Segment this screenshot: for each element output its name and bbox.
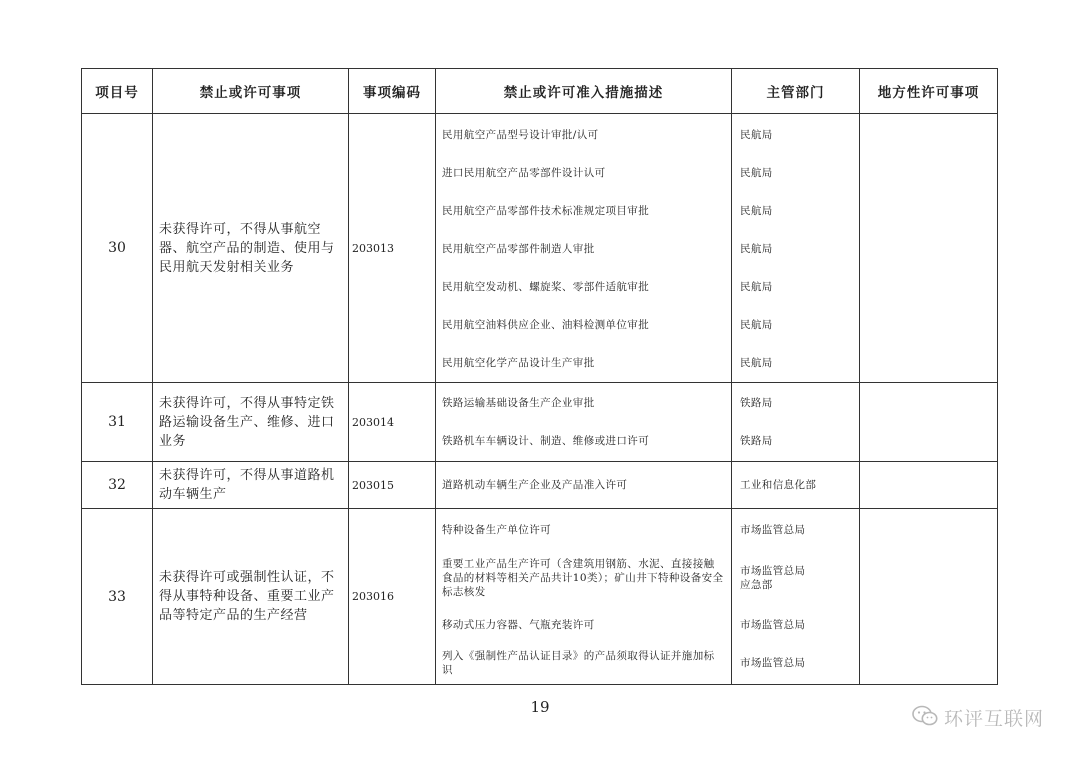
wechat-icon: [912, 705, 938, 731]
measure-desc: 列入《强制性产品认证目录》的产品须取得认证并施加标识: [442, 650, 715, 676]
measure-dept: 民航局: [740, 357, 773, 369]
row-item: 未获得许可，不得从事特定铁路运输设备生产、维修、进口业务: [153, 383, 349, 462]
row-code: 203016: [349, 509, 436, 685]
measure-desc: 进口民用航空产品零部件设计认可: [442, 167, 606, 179]
row-code: 203014: [349, 383, 436, 462]
measure-desc: 民用航空产品零部件制造人审批: [442, 243, 595, 255]
row-number: 32: [82, 462, 153, 509]
row-measures: [436, 509, 732, 685]
row-code: 203015: [349, 462, 436, 509]
row-local: [860, 383, 998, 462]
measure-desc: 民用航空产品零部件技术标准规定项目审批: [442, 205, 650, 217]
header-dept: 主管部门: [732, 69, 860, 114]
row-number: 30: [82, 114, 153, 383]
row-number: 33: [82, 509, 153, 685]
header-code: 事项编码: [349, 69, 436, 114]
row-item: 未获得许可或强制性认证，不得从事特种设备、重要工业产品等特定产品的生产经营: [153, 509, 349, 685]
header-row: [82, 69, 998, 114]
header-local: 地方性许可事项: [860, 69, 998, 114]
measure-dept: 市场监管总局: [740, 657, 806, 669]
measure-dept: 民航局: [740, 243, 773, 255]
watermark-text: 环评互联网: [943, 708, 1044, 730]
measure-desc: 民用航空油料供应企业、油料检测单位审批: [442, 319, 650, 331]
measure-desc: 移动式压力容器、气瓶充装许可: [442, 619, 595, 631]
row-number: 31: [82, 383, 153, 462]
measure-desc: 道路机动车辆生产企业及产品准入许可: [442, 478, 628, 491]
measure-dept: 民航局: [740, 205, 773, 217]
row-code: 203013: [349, 114, 436, 383]
measure-dept: 民航局: [740, 319, 773, 331]
measure-desc: 铁路机车车辆设计、制造、维修或进口许可: [442, 435, 650, 447]
row-local: [860, 114, 998, 383]
page-number: 19: [530, 698, 550, 716]
measure-desc: 特种设备生产单位许可: [442, 524, 551, 536]
row-measures: [436, 383, 732, 462]
measure-dept: 民航局: [740, 167, 773, 179]
table-row: [82, 509, 998, 685]
measure-desc: 铁路运输基础设备生产企业审批: [442, 397, 595, 409]
row-depts: [732, 462, 860, 509]
measure-dept: 市场监管总局: [740, 619, 806, 631]
watermark: [912, 704, 1044, 731]
row-depts: [732, 114, 860, 383]
row-depts: [732, 383, 860, 462]
header-item: 禁止或许可事项: [153, 69, 349, 114]
table-row: [82, 383, 998, 462]
measure-dept: 市场监管总局: [740, 524, 806, 536]
row-item: 未获得许可，不得从事航空器、航空产品的制造、使用与民用航天发射相关业务: [153, 114, 349, 383]
row-local: [860, 509, 998, 685]
measure-desc: 重要工业产品生产许可（含建筑用钢筋、水泥、直接接触食品的材料等相关产品共计10类）；矿山井下特种设备安全标志核发: [442, 558, 724, 598]
row-depts: [732, 509, 860, 685]
header-no: 项目号: [82, 69, 153, 114]
measure-desc: 民用航空化学产品设计生产审批: [442, 357, 595, 369]
table-row: [82, 114, 998, 383]
row-measures: [436, 114, 732, 383]
row-local: [860, 462, 998, 509]
measure-dept: 民航局: [740, 281, 773, 293]
row-measures: [436, 462, 732, 509]
measure-dept: 铁路局: [740, 435, 773, 447]
measure-dept: 市场监管总局 应急部: [740, 565, 806, 591]
measure-desc: 民用航空产品型号设计审批/认可: [442, 129, 599, 141]
measure-desc: 民用航空发动机、螺旋桨、零部件适航审批: [442, 281, 650, 293]
measure-dept: 民航局: [740, 129, 773, 141]
permit-table: [81, 68, 998, 685]
measure-dept: 工业和信息化部: [740, 478, 817, 491]
table-row: [82, 462, 998, 509]
row-item: 未获得许可，不得从事道路机动车辆生产: [153, 462, 349, 509]
header-desc: 禁止或许可准入措施描述: [436, 69, 732, 114]
measure-dept: 铁路局: [740, 397, 773, 409]
